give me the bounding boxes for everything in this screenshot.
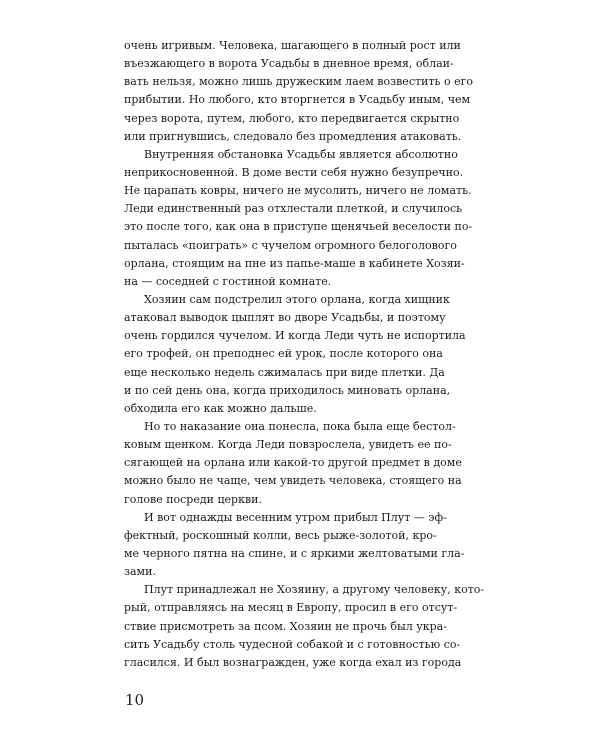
page-number: 10: [125, 691, 145, 709]
text-line: гласился. И был вознагражден, уже когда ехал из города: [124, 655, 462, 669]
text-line: И вот однажды весенним утром прибыл Плут — эф-: [144, 510, 447, 524]
text-line: на — соседней с гостиной комнате.: [124, 274, 332, 288]
text-line: и по сей день она, когда приходилось миновать орлана,: [124, 383, 451, 397]
text-line: ме черного пятна на спине, и с яркими желтоватыми гла-: [124, 547, 465, 560]
text-line: это после того, как она в приступе щенячьей веселости по-: [124, 220, 473, 234]
text-line: или пригнувшись, следовало без промедления атаковать.: [124, 129, 462, 143]
text-line: неприкосновенной. В доме вести себя нужно безупречно.: [124, 166, 464, 179]
text-line: сягающей на орлана или какой-то другой предмет в доме: [124, 456, 462, 470]
text-line: въезжающего в ворота Усадьбы в дневное время, облаи-: [124, 57, 454, 71]
text-line: голове посреди церкви.: [124, 492, 262, 506]
text-line: фектный, роскошный колли, весь рыже-золотой, кро-: [124, 528, 437, 542]
text-line: ствие присмотреть за псом. Хозяин не прочь был укра-: [124, 619, 447, 633]
text-line: Плут принадлежал не Хозяину, а другому человеку, кото-: [144, 583, 485, 597]
text-line: прибытии. Но любого, кто вторгнется в Усадьбу иным, чем: [124, 93, 471, 107]
text-line: обходила его как можно дальше.: [124, 401, 317, 415]
text-line: сить Усадьбу столь чудесной собакой и с готовностью со-: [124, 637, 461, 651]
text-line: Леди единственный раз отхлестали плеткой, и случилось: [124, 202, 463, 216]
text-line: ковым щенком. Когда Леди повзрослела, увидеть ее по-: [124, 438, 452, 452]
text-line: очень игривым. Человека, шагающего в полный рост или: [124, 39, 461, 52]
text-line: Не царапать ковры, ничего не мусолить, ничего не ломать.: [124, 184, 472, 198]
text-line: Но то наказание она понесла, пока была еще бестол-: [144, 420, 456, 433]
text-line: зами.: [124, 565, 156, 579]
text-line: Внутренняя обстановка Усадьбы является абсолютно: [144, 147, 458, 161]
text-line: атаковал выводок цыплят во дворе Усадьбы, и поэтому: [124, 311, 446, 325]
text-line: орлана, стоящим на пне из папье-маше в кабинете Хозяи-: [124, 256, 465, 270]
text-line: вать нельзя, можно лишь дружеским лаем возвестить о его: [124, 75, 473, 89]
text-line: его трофей, он преподнес ей урок, после которого она: [124, 347, 443, 361]
text-line: через ворота, путем, любого, кто передвигается скрытно: [124, 111, 460, 125]
text-line: можно было не чаще, чем увидеть человека, стоящего на: [124, 474, 462, 488]
text-line: еще несколько недель сжималась при виде плетки. Да: [124, 365, 445, 379]
text-line: рый, отправляясь на месяц в Европу, просил в его отсут-: [124, 601, 458, 615]
text-line: Хозяин сам подстрелил этого орлана, когда хищник: [144, 293, 450, 306]
text-line: пыталась «поиграть» с чучелом огромного белоголового: [124, 238, 457, 252]
text-line: очень гордился чучелом. И когда Леди чуть не испортила: [124, 329, 466, 343]
